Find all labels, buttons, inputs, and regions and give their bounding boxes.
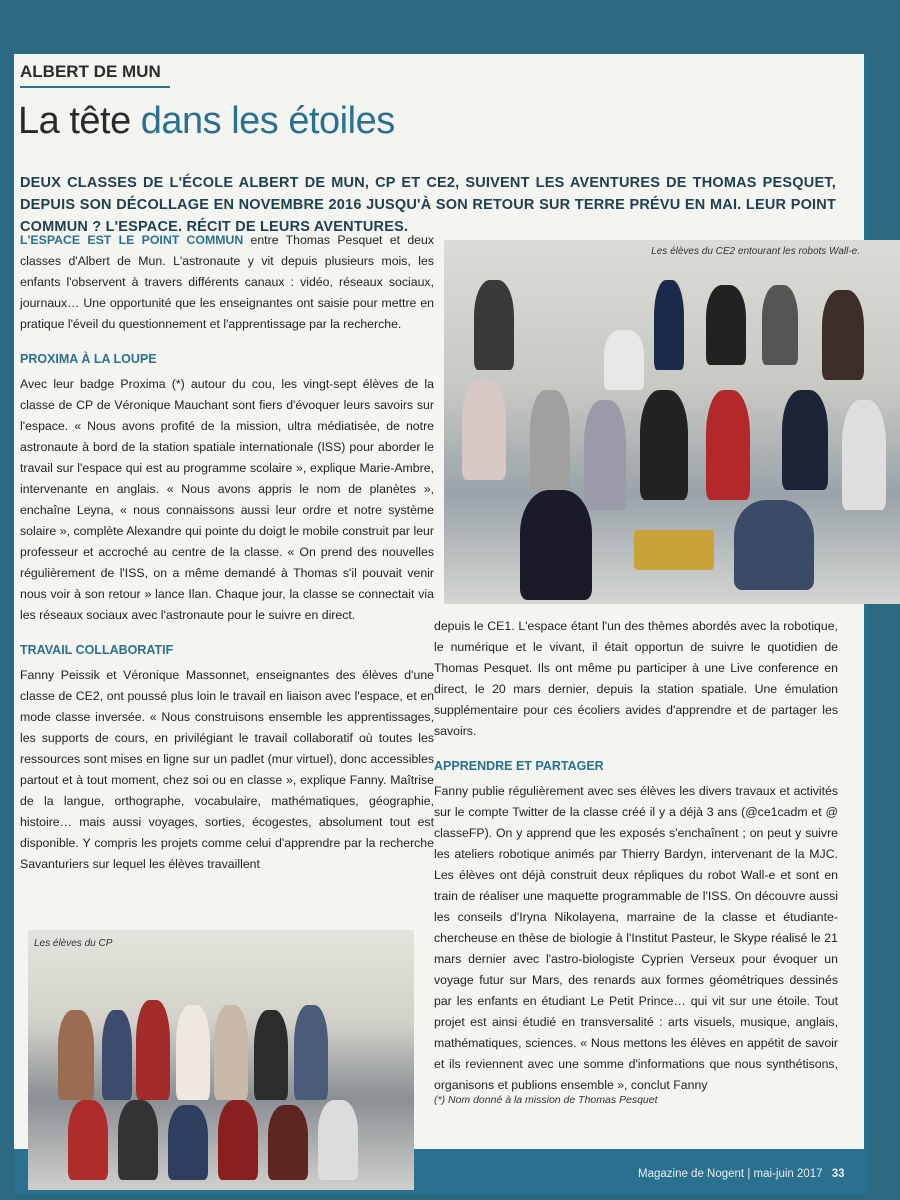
intro-text: entre Thomas Pesquet et deux classes d'Albert de Mun. L'astronaute y vit depuis plusieurs mois, les enfants l'observent à travers différents canaux : vidéo, réseaux sociaux, journaux… Une opportunité que les enseignantes ont saisie pour mettre en pratique l'éveil du questionnement et l'apprentissage par la recherche. [20, 233, 434, 331]
footnote: (*) Nom donné à la mission de Thomas Pesquet [434, 1094, 658, 1106]
footer-separator: | [747, 1168, 754, 1180]
child-figure [118, 1100, 158, 1180]
child-figure [762, 285, 798, 365]
child-figure [842, 400, 886, 510]
intro-paragraph [20, 230, 434, 335]
child-figure [136, 1000, 170, 1100]
child-figure [68, 1100, 108, 1180]
footer-page-number: 33 [831, 1168, 845, 1180]
section1-paragraph: Avec leur badge Proxima (*) autour du cou, les vingt-sept élèves de la classe de CP de Véronique Mauchant sont fiers d'évoquer leurs savoirs sur l'espace. « Nous avons profité de la mission, ultra médiatisée, de notre astronaute à bord de la station spatiale internationale (ISS) pour aborder le travail sur l'espace qui est au programme scolaire », explique Marie-Ambre, intervenante en anglais. « Nous avons appris le nom de planètes », enchaîne Leyna, « nous connaissons aussi leur ordre et notre système solaire », complète Alexandre qui pointe du doigt le mobile construit par leur professeur et accroché au centre de la classe. « On prend des nouvelles régulièrement de l'ISS, on a même demandé à Thomas s'il pouvait venir nous voir à son retour » lance Ilan. Chaque jour, la classe se connectait via les réseaux sociaux avec l'astronaute pour le suivre en direct. [20, 377, 434, 622]
child-figure [584, 400, 626, 510]
photo-ce2 [444, 240, 900, 604]
child-figure [706, 390, 750, 500]
child-figure [604, 330, 644, 390]
footer-magazine: Magazine de Nogent [638, 1168, 745, 1180]
child-figure [520, 490, 592, 600]
child-figure [462, 380, 506, 480]
chapeau: DEUX CLASSES DE L'ÉCOLE ALBERT DE MUN, CP ET CE2, SUIVENT LES AVENTURES DE THOMAS PESQUET, DEPUIS SON DÉCOLLAGE EN NOVEMBRE 2016 JUSQU'À SON RETOUR SUR TERRE PRÉVU EN MAI. LEUR POINT COMMUN ? L'ESPACE. RÉCIT DE LEURS AVENTURES. [20, 175, 836, 235]
footer-issue: mai-juin 2017 [753, 1168, 823, 1180]
title-part1: La tête [18, 100, 141, 142]
right-column [434, 616, 838, 1102]
child-figure [176, 1005, 210, 1100]
child-figure [474, 280, 514, 370]
child-figure [530, 390, 570, 490]
intro-lead: L'ESPACE EST LE POINT COMMUN [20, 233, 244, 247]
article-title [18, 100, 395, 143]
child-figure [58, 1010, 94, 1100]
magazine-page [14, 54, 868, 1194]
page-footer [638, 1168, 845, 1180]
child-figure [102, 1010, 132, 1100]
right-paragraph-2: Fanny publie régulièrement avec ses élèves les divers travaux et activités sur le compte Twitter de la classe créé il y a déjà 3 ans (@ce1cadm et @ classeFP). On y apprend que les exposés s'enchaînent ; on peut y suivre les ateliers robotique animés par Thierry Bardyn, intervenant de la MJC. Les élèves ont déjà construit deux répliques du robot Wall-e et sont en train de réaliser une maquette programmable de l'ISS. On découvre aussi les conseils d'Iryna Nikolayena, marraine de la classe et étudiante-chercheuse en thèse de biologie à l'Institut Pasteur, le Skype réalisé le 21 mars dernier avec l'astro-biologiste Cyprien Verseux pour évoquer un voyage futur sur Mars, des renards aux formes géométriques dessinés par les enfants en étudiant Le Petit Prince… qui vit sur une étoile. Tout projet est ainsi étudié en transversalité : arts visuels, musique, anglais, mathématiques, sciences. « Nous mettons les élèves en appétit de savoir et ils reviennent avec une somme d'informations que nous synthétisons, organisons et publions ensemble », conclut Fanny [434, 784, 838, 1092]
right-paragraph-1: depuis le CE1. L'espace étant l'un des thèmes abordés avec la robotique, le numérique et le vivant, il était opportun de suivre le quotidien de Thomas Pesquet. Ils ont même pu participer à une Live conference en direct, le 20 mars dernier, depuis la station spatiale. Une émulation supplémentaire pour ces écoliers avides d'apprendre et de partager les savoirs. [434, 619, 838, 738]
child-figure [640, 390, 688, 500]
kicker-rule [20, 86, 170, 88]
child-figure [214, 1005, 248, 1100]
child-figure [268, 1105, 308, 1180]
title-part2: dans les étoiles [140, 100, 395, 142]
child-figure [168, 1105, 208, 1180]
child-figure [734, 500, 814, 590]
child-figure [782, 390, 828, 490]
child-figure [294, 1005, 328, 1100]
photo-ce2-caption: Les élèves du CE2 entourant les robots Wall-e. [651, 246, 860, 257]
section1-heading: PROXIMA À LA LOUPE [20, 352, 157, 366]
child-figure [706, 285, 746, 365]
child-figure [318, 1100, 358, 1180]
paper [14, 54, 864, 1149]
child-figure [822, 290, 864, 380]
wall-e-robot [634, 530, 714, 570]
child-figure [254, 1010, 288, 1100]
kicker: ALBERT DE MUN [20, 62, 161, 81]
section2-heading: TRAVAIL COLLABORATIF [20, 643, 174, 657]
left-column [20, 230, 434, 881]
child-figure [218, 1100, 258, 1180]
photo-cp [28, 930, 414, 1190]
section2-paragraph: Fanny Peissik et Véronique Massonnet, enseignantes des élèves d'une classe de CE2, ont poussé plus loin le travail en liaison avec l'espace, et en mode classe inversée. « Nous construisons ensemble les apprentissages, les supports de cours, en privilégiant le travail collaboratif où toutes les ressources sont mises en ligne sur un padlet (mur virtuel), donc accessibles partout et à tout moment, chez soi ou en classe », explique Fanny. Maîtrise de la langue, orthographe, vocabulaire, mathématiques, géographie, histoire… mais aussi voyages, sorties, écogestes, absolument tout est disponible. Y compris les projets comme celui d'apprendre par la recherche Savanturiers sur lequel les élèves travaillent [20, 668, 434, 871]
photo-cp-caption: Les élèves du CP [34, 938, 113, 949]
section3-heading: APPRENDRE ET PARTAGER [434, 759, 604, 773]
child-figure [654, 280, 684, 370]
